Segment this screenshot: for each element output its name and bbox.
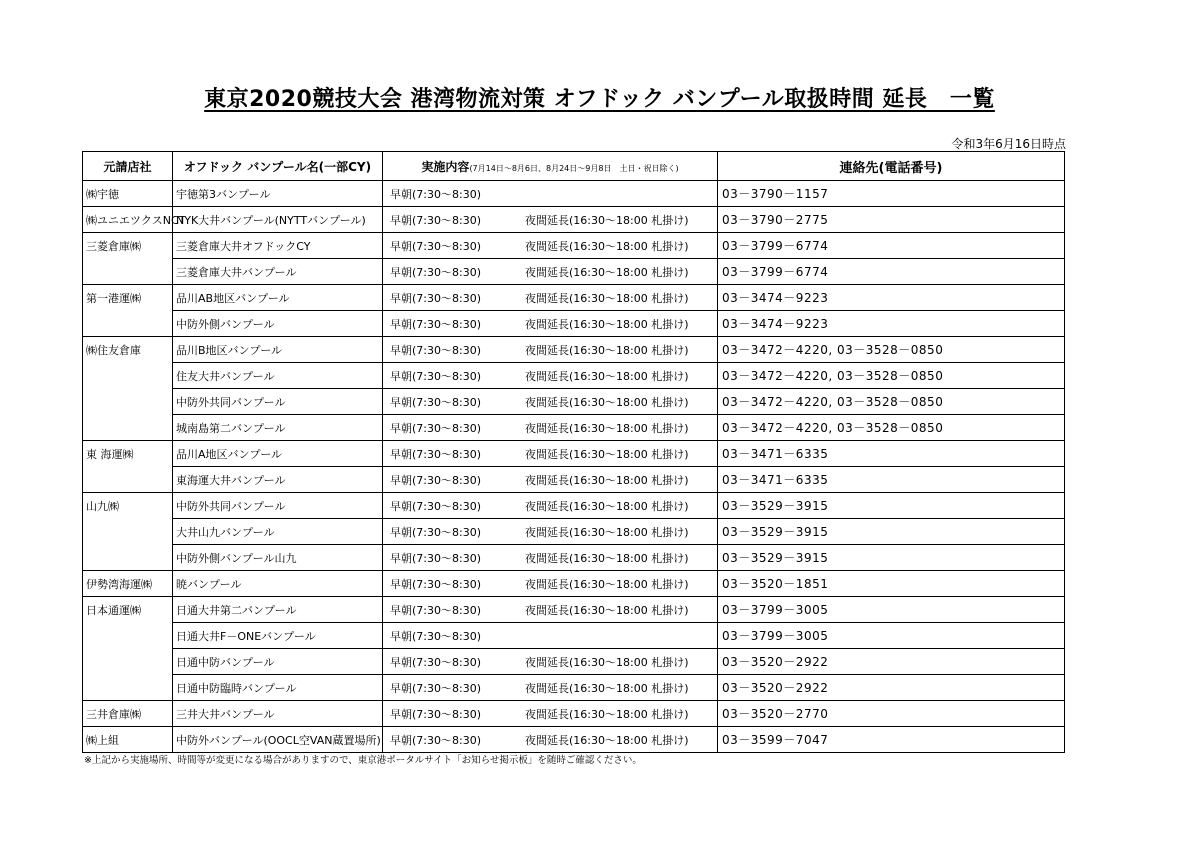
cell-impl [383, 597, 718, 623]
cell-impl [383, 233, 718, 259]
cell-impl [383, 467, 718, 493]
cell-company: 三菱倉庫㈱ [83, 233, 173, 259]
early-hours: 早朝(7:30～8:30) [390, 369, 481, 383]
cell-phone: 03－3529－3915 [718, 519, 1065, 545]
cell-company [83, 519, 173, 545]
header-impl: 実施内容(7月14日～8月6日、8月24日～9月8日 土日・祝日除く) [383, 152, 718, 181]
early-hours: 早朝(7:30～8:30) [390, 551, 481, 565]
cell-pool: 日通中防臨時バンプール [173, 675, 383, 701]
cell-company [83, 649, 173, 675]
cell-pool: 日通大井第二バンプール [173, 597, 383, 623]
cell-phone: 03－3599－7047 [718, 727, 1065, 753]
table-row [83, 623, 1065, 649]
table-row [83, 181, 1065, 207]
early-hours: 早朝(7:30～8:30) [390, 421, 481, 435]
early-hours: 早朝(7:30～8:30) [390, 187, 481, 201]
cell-pool: 日通中防バンプール [173, 649, 383, 675]
night-hours: 夜間延長(16:30～18:00 札掛け) [525, 681, 689, 695]
early-hours: 早朝(7:30～8:30) [390, 239, 481, 253]
night-hours: 夜間延長(16:30～18:00 札掛け) [525, 577, 689, 591]
table-row [83, 727, 1065, 753]
table-row [83, 675, 1065, 701]
cell-company [83, 389, 173, 415]
table-row [83, 337, 1065, 363]
cell-phone: 03－3799－6774 [718, 259, 1065, 285]
night-hours: 夜間延長(16:30～18:00 札掛け) [525, 447, 689, 461]
cell-phone: 03－3799－6774 [718, 233, 1065, 259]
early-hours: 早朝(7:30～8:30) [390, 343, 481, 357]
cell-impl [383, 623, 718, 649]
table-row [83, 571, 1065, 597]
cell-impl [383, 441, 718, 467]
early-hours: 早朝(7:30～8:30) [390, 603, 481, 617]
early-hours: 早朝(7:30～8:30) [390, 265, 481, 279]
table-row [83, 389, 1065, 415]
cell-phone: 03－3471－6335 [718, 467, 1065, 493]
night-hours: 夜間延長(16:30～18:00 札掛け) [525, 369, 689, 383]
cell-impl [383, 519, 718, 545]
cell-impl [383, 363, 718, 389]
cell-company [83, 415, 173, 441]
cell-phone: 03－3472－4220, 03－3528－0850 [718, 337, 1065, 363]
early-hours: 早朝(7:30～8:30) [390, 291, 481, 305]
night-hours: 夜間延長(16:30～18:00 札掛け) [525, 473, 689, 487]
cell-impl [383, 675, 718, 701]
table-row [83, 415, 1065, 441]
cell-company: 伊勢湾海運㈱ [83, 571, 173, 597]
night-hours: 夜間延長(16:30～18:00 札掛け) [525, 655, 689, 669]
cell-company: 第一港運㈱ [83, 285, 173, 311]
table-row [83, 545, 1065, 571]
table-row [83, 311, 1065, 337]
cell-pool: 宇徳第3バンプール [173, 181, 383, 207]
cell-pool: 日通大井F－ONEバンプール [173, 623, 383, 649]
table-row [83, 597, 1065, 623]
table-row [83, 467, 1065, 493]
header-phone: 連絡先(電話番号) [718, 152, 1065, 181]
cell-impl [383, 181, 718, 207]
night-hours: 夜間延長(16:30～18:00 札掛け) [525, 239, 689, 253]
table-row [83, 519, 1065, 545]
cell-company: ㈱上組 [83, 727, 173, 753]
night-hours: 夜間延長(16:30～18:00 札掛け) [525, 395, 689, 409]
table-row [83, 701, 1065, 727]
cell-company: ㈱宇徳 [83, 181, 173, 207]
cell-phone: 03－3790－1157 [718, 181, 1065, 207]
header-pool: オフドック バンプール名(一部CY) [173, 152, 383, 181]
cell-pool: 中防外バンプール(OOCL空VAN蔵置場所) [173, 727, 383, 753]
cell-impl [383, 545, 718, 571]
early-hours: 早朝(7:30～8:30) [390, 213, 481, 227]
cell-phone: 03－3472－4220, 03－3528－0850 [718, 415, 1065, 441]
early-hours: 早朝(7:30～8:30) [390, 447, 481, 461]
cell-phone: 03－3520－2922 [718, 675, 1065, 701]
cell-company [83, 467, 173, 493]
early-hours: 早朝(7:30～8:30) [390, 317, 481, 331]
early-hours: 早朝(7:30～8:30) [390, 629, 481, 643]
cell-impl [383, 259, 718, 285]
cell-phone: 03－3790－2775 [718, 207, 1065, 233]
page-title: 東京2020競技大会 港湾物流対策 オフドック バンプール取扱時間 延長 一覧 [204, 87, 995, 112]
cell-phone: 03－3529－3915 [718, 545, 1065, 571]
cell-company: 東 海運㈱ [83, 441, 173, 467]
cell-phone: 03－3520－2922 [718, 649, 1065, 675]
table-row [83, 259, 1065, 285]
cell-company [83, 363, 173, 389]
cell-pool: 中防外共同バンプール [173, 493, 383, 519]
night-hours: 夜間延長(16:30～18:00 札掛け) [525, 707, 689, 721]
night-hours: 夜間延長(16:30～18:00 札掛け) [525, 551, 689, 565]
night-hours: 夜間延長(16:30～18:00 札掛け) [525, 421, 689, 435]
cell-phone: 03－3520－2770 [718, 701, 1065, 727]
cell-pool: 品川A地区バンプール [173, 441, 383, 467]
cell-phone: 03－3520－1851 [718, 571, 1065, 597]
cell-pool: 中防外側バンプール山九 [173, 545, 383, 571]
cell-pool: 三菱倉庫大井オフドックCY [173, 233, 383, 259]
cell-impl [383, 649, 718, 675]
cell-phone: 03－3474－9223 [718, 311, 1065, 337]
header-company: 元請店社 [83, 152, 173, 181]
night-hours: 夜間延長(16:30～18:00 札掛け) [525, 213, 689, 227]
cell-pool: 三菱倉庫大井バンプール [173, 259, 383, 285]
cell-phone: 03－3471－6335 [718, 441, 1065, 467]
early-hours: 早朝(7:30～8:30) [390, 733, 481, 747]
table-row [83, 233, 1065, 259]
cell-phone: 03－3474－9223 [718, 285, 1065, 311]
vanpool-table [82, 151, 1065, 753]
cell-pool: 暁バンプール [173, 571, 383, 597]
cell-company [83, 545, 173, 571]
cell-company: 山九㈱ [83, 493, 173, 519]
night-hours: 夜間延長(16:30～18:00 札掛け) [525, 343, 689, 357]
early-hours: 早朝(7:30～8:30) [390, 577, 481, 591]
table-row [83, 441, 1065, 467]
cell-impl [383, 311, 718, 337]
cell-phone: 03－3529－3915 [718, 493, 1065, 519]
cell-pool: 大井山九バンプール [173, 519, 383, 545]
early-hours: 早朝(7:30～8:30) [390, 525, 481, 539]
early-hours: 早朝(7:30～8:30) [390, 707, 481, 721]
early-hours: 早朝(7:30～8:30) [390, 499, 481, 513]
cell-impl [383, 389, 718, 415]
cell-company: 三井倉庫㈱ [83, 701, 173, 727]
cell-pool: 城南島第二バンプール [173, 415, 383, 441]
table-row [83, 493, 1065, 519]
cell-pool: 東海運大井バンプール [173, 467, 383, 493]
table-row [83, 285, 1065, 311]
cell-pool: 住友大井バンプール [173, 363, 383, 389]
cell-company [83, 623, 173, 649]
table-row [83, 649, 1065, 675]
early-hours: 早朝(7:30～8:30) [390, 655, 481, 669]
night-hours: 夜間延長(16:30～18:00 札掛け) [525, 525, 689, 539]
cell-impl [383, 727, 718, 753]
night-hours: 夜間延長(16:30～18:00 札掛け) [525, 317, 689, 331]
cell-impl [383, 415, 718, 441]
cell-company: ㈱住友倉庫 [83, 337, 173, 363]
night-hours: 夜間延長(16:30～18:00 札掛け) [525, 603, 689, 617]
table-header-row [83, 152, 1065, 181]
cell-company [83, 675, 173, 701]
night-hours: 夜間延長(16:30～18:00 札掛け) [525, 291, 689, 305]
early-hours: 早朝(7:30～8:30) [390, 395, 481, 409]
table-row [83, 363, 1065, 389]
cell-pool: 中防外側バンプール [173, 311, 383, 337]
cell-phone: 03－3472－4220, 03－3528－0850 [718, 363, 1065, 389]
cell-impl [383, 571, 718, 597]
cell-impl [383, 493, 718, 519]
cell-impl [383, 701, 718, 727]
cell-company [83, 259, 173, 285]
cell-pool: NYK大井バンプール(NYTTバンプール) [173, 207, 383, 233]
cell-company: ㈱ユニエツクスNCT [83, 207, 173, 233]
cell-impl [383, 207, 718, 233]
cell-phone: 03－3799－3005 [718, 623, 1065, 649]
header-impl-note: (7月14日～8月6日、8月24日～9月8日 土日・祝日除く) [469, 163, 679, 173]
early-hours: 早朝(7:30～8:30) [390, 473, 481, 487]
cell-pool: 品川B地区バンプール [173, 337, 383, 363]
night-hours: 夜間延長(16:30～18:00 札掛け) [525, 733, 689, 747]
night-hours: 夜間延長(16:30～18:00 札掛け) [525, 499, 689, 513]
cell-company: 日本通運㈱ [83, 597, 173, 623]
as-of-date: 令和3年6月16日時点 [951, 137, 1066, 151]
cell-phone: 03－3799－3005 [718, 597, 1065, 623]
cell-impl [383, 337, 718, 363]
cell-phone: 03－3472－4220, 03－3528－0850 [718, 389, 1065, 415]
table-row [83, 207, 1065, 233]
footnote: ※上記から実施場所、時間等が変更になる場合がありますので、東京港ポータルサイト「お知らせ掲示板」を随時ご確認ください。 [84, 755, 642, 766]
cell-pool: 三井大井バンプール [173, 701, 383, 727]
night-hours: 夜間延長(16:30～18:00 札掛け) [525, 265, 689, 279]
cell-impl [383, 285, 718, 311]
cell-pool: 品川AB地区バンプール [173, 285, 383, 311]
cell-pool: 中防外共同バンプール [173, 389, 383, 415]
early-hours: 早朝(7:30～8:30) [390, 681, 481, 695]
cell-company [83, 311, 173, 337]
